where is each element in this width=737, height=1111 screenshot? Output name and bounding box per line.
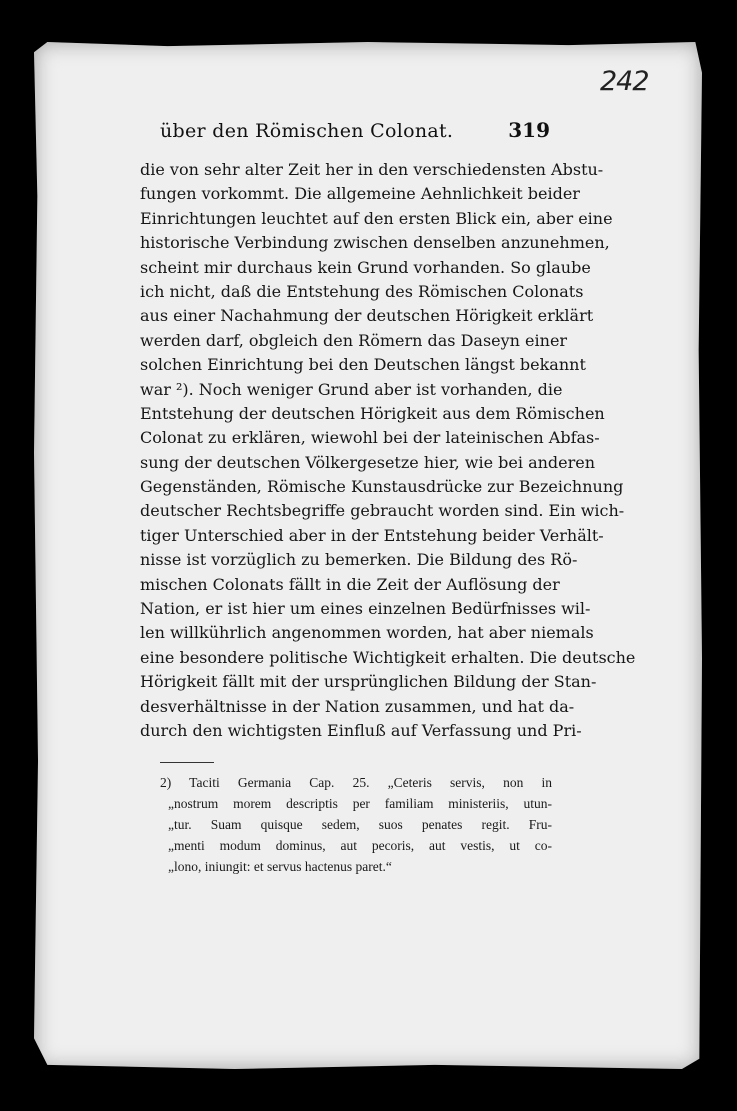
text-line: nisse ist vorzüglich zu bemerken. Die Bildung des Rö- <box>140 550 578 570</box>
text-line: Nation, er ist hier um eines einzelnen Bedürfnisses wil- <box>140 599 591 619</box>
footnote-line: „menti modum dominus, aut pecoris, aut vestis, ut co- <box>168 838 552 853</box>
text-line: desverhältnisse in der Nation zusammen, und hat da- <box>140 696 575 716</box>
text-line: fungen vorkommt. Die allgemeine Aehnlichkeit beider <box>140 184 580 204</box>
handwritten-folio-number: 242 <box>600 66 649 97</box>
text-line: deutscher Rechtsbegriffe gebraucht worden sind. Ein wich- <box>140 501 625 521</box>
text-line: aus einer Nachahmung der deutschen Hörigkeit erklärt <box>140 306 594 326</box>
text-line: mischen Colonats fällt in die Zeit der Auflösung der <box>140 574 560 594</box>
footnote-line: „nostrum morem descriptis per familiam ministeriis, utun- <box>168 796 552 811</box>
text-line: war ²). Noch weniger Grund aber ist vorhanden, die <box>140 379 563 399</box>
text-line: tiger Unterschied aber in der Entstehung beider Verhält- <box>140 525 604 545</box>
text-line: die von sehr alter Zeit her in den verschiedensten Abstu- <box>140 160 604 179</box>
text-line: scheint mir durchaus kein Grund vorhanden. So glaube <box>140 257 591 277</box>
footnote-line: 2) Taciti Germania Cap. 25. „Ceteris servis, non in <box>160 775 552 790</box>
text-line: solchen Einrichtung bei den Deutschen längst bekannt <box>140 355 586 375</box>
body-text <box>140 158 636 743</box>
text-line: eine besondere politische Wichtigkeit erhalten. Die deutsche <box>140 647 636 667</box>
running-header <box>160 118 550 142</box>
text-line: Hörigkeit fällt mit der ursprünglichen Bildung der Stan- <box>140 672 597 692</box>
footnote-rule <box>160 762 214 763</box>
text-line: Einrichtungen leuchtet auf den ersten Blick ein, aber eine <box>140 208 613 228</box>
text-line: len willkührlich angenommen worden, hat aber niemals <box>140 623 594 643</box>
text-line: Entstehung der deutschen Hörigkeit aus dem Römischen <box>140 403 605 423</box>
footnote-line: „lono, iniungit: et servus hactenus paret.“ <box>168 859 392 874</box>
running-title: über den Römischen Colonat. <box>160 120 454 142</box>
text-line: werden darf, obgleich den Römern das Daseyn einer <box>140 330 568 350</box>
page-number: 319 <box>508 118 550 142</box>
text-line: Gegenständen, Römische Kunstausdrücke zur Bezeichnung <box>140 477 624 497</box>
text-line: Colonat zu erklären, wiewohl bei der lateinischen Abfas- <box>140 428 600 448</box>
text-line: ich nicht, daß die Entstehung des Römischen Colonats <box>140 281 584 301</box>
text-line: historische Verbindung zwischen denselben anzunehmen, <box>140 233 610 253</box>
footnote-line: „tur. Suam quisque sedem, suos penates regit. Fru- <box>168 817 552 832</box>
text-line: durch den wichtigsten Einfluß auf Verfassung und Pri- <box>140 720 582 740</box>
text-line: sung der deutschen Völkergesetze hier, wie bei anderen <box>140 452 596 472</box>
footnote <box>160 772 552 877</box>
